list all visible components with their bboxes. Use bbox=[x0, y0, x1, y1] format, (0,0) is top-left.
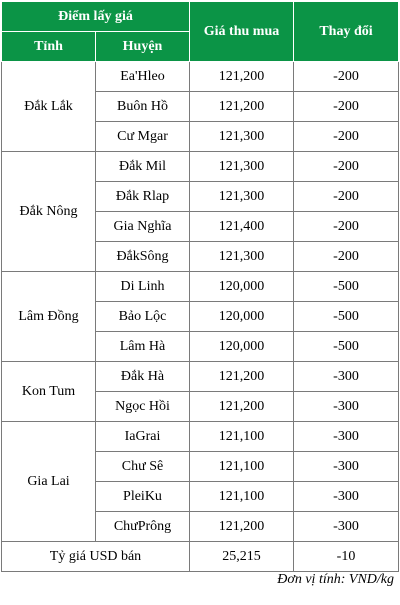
change-cell: -200 bbox=[294, 122, 399, 152]
table-row bbox=[2, 362, 399, 392]
table-body bbox=[2, 62, 399, 542]
change-cell: -300 bbox=[294, 392, 399, 422]
exchange-rate-label: Tỷ giá USD bán bbox=[2, 542, 190, 572]
district-cell: Đắk Rlap bbox=[96, 182, 190, 212]
change-cell: -200 bbox=[294, 242, 399, 272]
price-cell: 121,100 bbox=[190, 452, 294, 482]
province-cell: Đắk Nông bbox=[2, 152, 96, 272]
change-cell: -500 bbox=[294, 332, 399, 362]
district-cell: Ea'Hleo bbox=[96, 62, 190, 92]
price-cell: 120,000 bbox=[190, 302, 294, 332]
table-header bbox=[2, 2, 399, 62]
exchange-rate-row bbox=[2, 542, 399, 572]
price-cell: 120,000 bbox=[190, 272, 294, 302]
change-cell: -500 bbox=[294, 302, 399, 332]
district-cell: Ngọc Hồi bbox=[96, 392, 190, 422]
exchange-rate-value: 25,215 bbox=[190, 542, 294, 572]
header-district: Huyện bbox=[96, 32, 190, 62]
unit-note: Đơn vị tính: VND/kg bbox=[277, 572, 394, 587]
district-cell: Gia Nghĩa bbox=[96, 212, 190, 242]
province-cell: Đắk Lắk bbox=[2, 62, 96, 152]
change-cell: -300 bbox=[294, 422, 399, 452]
price-cell: 121,200 bbox=[190, 92, 294, 122]
change-cell: -200 bbox=[294, 182, 399, 212]
change-cell: -300 bbox=[294, 482, 399, 512]
price-cell: 121,200 bbox=[190, 62, 294, 92]
header-location-group: Điểm lấy giá bbox=[2, 2, 190, 32]
district-cell: Cư Mgar bbox=[96, 122, 190, 152]
district-cell: Buôn Hồ bbox=[96, 92, 190, 122]
price-cell: 121,300 bbox=[190, 182, 294, 212]
province-cell: Gia Lai bbox=[2, 422, 96, 542]
change-cell: -300 bbox=[294, 362, 399, 392]
change-cell: -200 bbox=[294, 62, 399, 92]
change-cell: -500 bbox=[294, 272, 399, 302]
table-row bbox=[2, 422, 399, 452]
change-cell: -200 bbox=[294, 152, 399, 182]
header-province: Tỉnh bbox=[2, 32, 96, 62]
table-row bbox=[2, 62, 399, 92]
district-cell: Bảo Lộc bbox=[96, 302, 190, 332]
price-cell: 121,300 bbox=[190, 122, 294, 152]
change-cell: -200 bbox=[294, 212, 399, 242]
price-cell: 120,000 bbox=[190, 332, 294, 362]
table-row bbox=[2, 272, 399, 302]
price-cell: 121,200 bbox=[190, 392, 294, 422]
district-cell: IaGrai bbox=[96, 422, 190, 452]
header-price: Giá thu mua bbox=[190, 2, 294, 62]
district-cell: Đắk Hà bbox=[96, 362, 190, 392]
province-cell: Kon Tum bbox=[2, 362, 96, 422]
price-cell: 121,100 bbox=[190, 482, 294, 512]
change-cell: -300 bbox=[294, 452, 399, 482]
district-cell: Di Linh bbox=[96, 272, 190, 302]
province-cell: Lâm Đồng bbox=[2, 272, 96, 362]
district-cell: PleiKu bbox=[96, 482, 190, 512]
price-cell: 121,300 bbox=[190, 242, 294, 272]
district-cell: Lâm Hà bbox=[96, 332, 190, 362]
change-cell: -300 bbox=[294, 512, 399, 542]
price-cell: 121,300 bbox=[190, 152, 294, 182]
price-cell: 121,200 bbox=[190, 512, 294, 542]
price-cell: 121,200 bbox=[190, 362, 294, 392]
district-cell: ChưPrông bbox=[96, 512, 190, 542]
price-table bbox=[1, 1, 399, 572]
header-change: Thay đổi bbox=[294, 2, 399, 62]
district-cell: Đắk Mil bbox=[96, 152, 190, 182]
price-cell: 121,100 bbox=[190, 422, 294, 452]
table-row bbox=[2, 152, 399, 182]
exchange-rate-change: -10 bbox=[294, 542, 399, 572]
district-cell: ĐắkSông bbox=[96, 242, 190, 272]
price-cell: 121,400 bbox=[190, 212, 294, 242]
table-footer bbox=[2, 542, 399, 572]
district-cell: Chư Sê bbox=[96, 452, 190, 482]
change-cell: -200 bbox=[294, 92, 399, 122]
